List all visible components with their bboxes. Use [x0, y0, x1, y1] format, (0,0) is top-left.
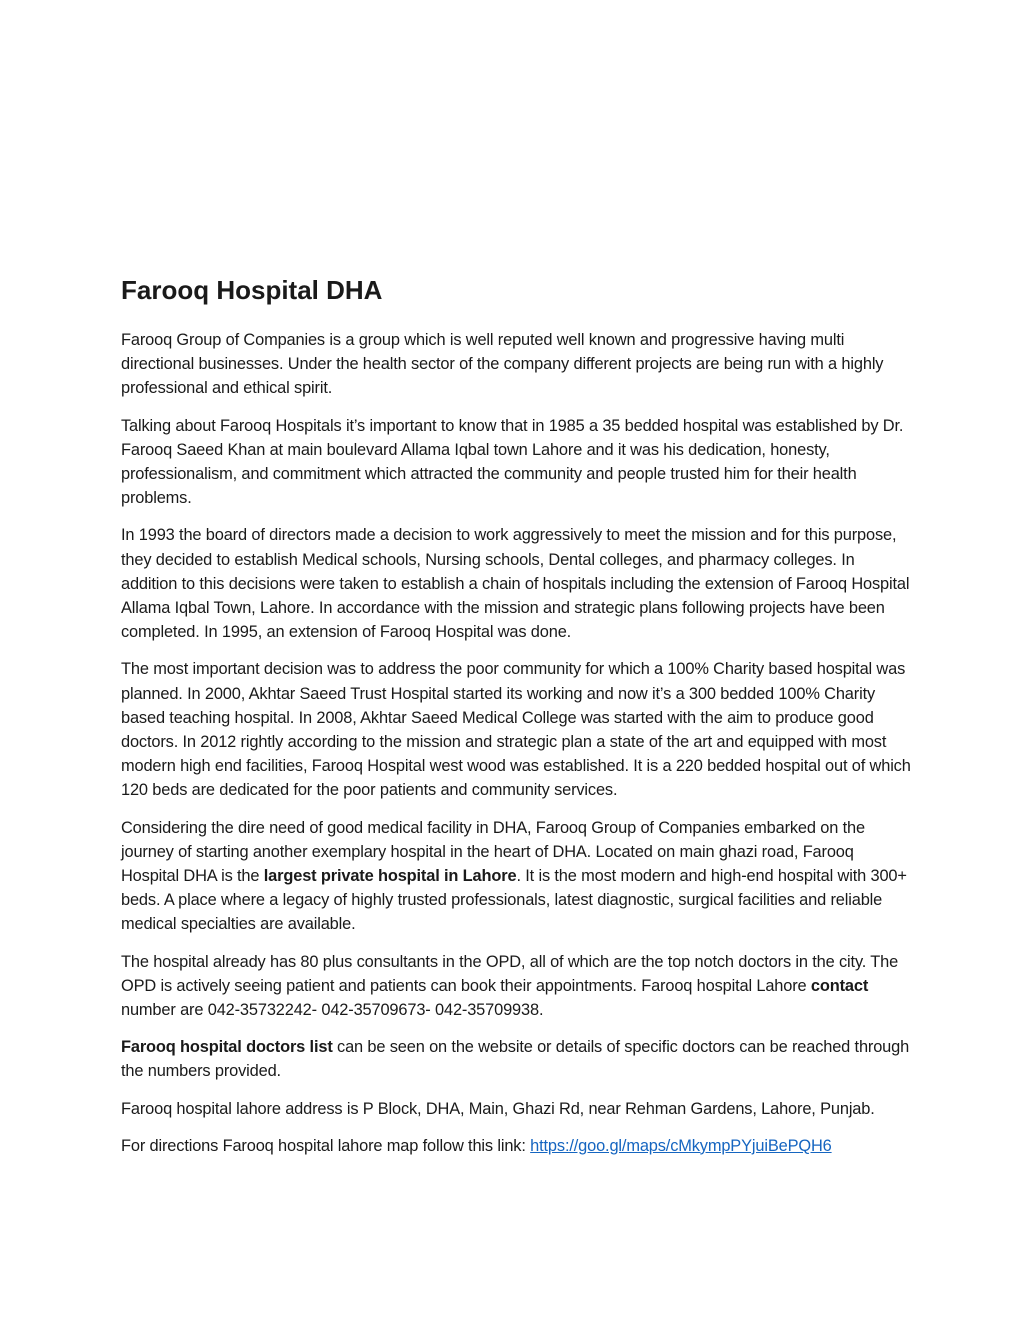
paragraph-doctors	[121, 1035, 911, 1083]
paragraph-charity: The most important decision was to address the poor community for which a 100% Charity based hospital was planned. In 2000, Akhtar Saeed Trust Hospital started its working and now it’s a 300 bedded 100% Charity based teaching hospital. In 2008, Akhtar Saeed Medical College was started with the aim to produce good doctors. In 2012 rightly according to the mission and strategic plan a state of the art and equipped with most modern high end facilities, Farooq Hospital west wood was established. It is a 220 bedded hospital out of which 120 beds are dedicated for the poor patients and community services.	[121, 660, 911, 800]
paragraph-history: Talking about Farooq Hospitals it’s important to know that in 1985 a 35 bedded hospital was established by Dr. Farooq Saeed Khan at main boulevard Allama Iqbal town Lahore and it was his dedication, honesty, professionalism, and commitment which attracted the community and people trusted him for their health problems.	[121, 416, 904, 508]
paragraph-address: Farooq hospital lahore address is P Block, DHA, Main, Ghazi Rd, near Rehman Gardens, Lahore, Punjab.	[121, 1099, 875, 1118]
contact-highlight: contact	[810, 976, 869, 995]
contact-numbers: number are 042-35732242- 042-35709673- 042-35709938.	[121, 1001, 544, 1020]
document-page	[121, 272, 911, 1171]
paragraph-directions	[121, 1134, 911, 1158]
map-link[interactable]: https://goo.gl/maps/cMkympPYjuiBePQH6	[530, 1136, 832, 1155]
paragraph-directions-text: For directions Farooq hospital lahore map follow this link:	[121, 1136, 531, 1155]
paragraph-expansion: In 1993 the board of directors made a decision to work aggressively to meet the mission and for this purpose, they decided to establish Medical schools, Nursing schools, Dental colleges, and pharmacy colleges. In addition to this decisions were taken to establish a chain of hospitals including the extension of Farooq Hospital Allama Iqbal Town, Lahore. In accordance with the mission and strategic plans following projects have been completed. In 1995, an extension of Farooq Hospital was done.	[121, 526, 910, 642]
page-title: Farooq Hospital DHA	[121, 275, 383, 305]
largest-hospital-highlight: largest private hospital in Lahore	[263, 867, 517, 886]
paragraph-doctors-text: can be seen on the website or details of specific doctors can be reached through the numbers provided.	[121, 1038, 910, 1081]
paragraph-intro: Farooq Group of Companies is a group which is well reputed well known and progressive having multi directional businesses. Under the health sector of the company different projects are being run with a highly professional and ethical spirit.	[121, 331, 884, 398]
paragraph-dha-text: Considering the dire need of good medical facility in DHA, Farooq Group of Companies embarked on the journey of starting another exemplary hospital in the heart of DHA. Located on main ghazi road, Farooq Hospital DHA is the	[121, 818, 865, 886]
doctors-list-highlight: Farooq hospital doctors list	[121, 1038, 333, 1057]
paragraph-contact	[121, 950, 911, 1023]
paragraph-dha	[121, 816, 911, 937]
paragraph-dha-text-end: . It is the most modern and high-end hospital with 300+ beds. A place where a legacy of highly trusted professionals, latest diagnostic, surgical facilities and reliable medical specialties are available.	[121, 867, 907, 934]
paragraph-contact-text: The hospital already has 80 plus consultants in the OPD, all of which are the top notch doctors in the city. The OPD is actively seeing patient and patients can book their appointments. Farooq hospital Lahore	[121, 952, 899, 995]
